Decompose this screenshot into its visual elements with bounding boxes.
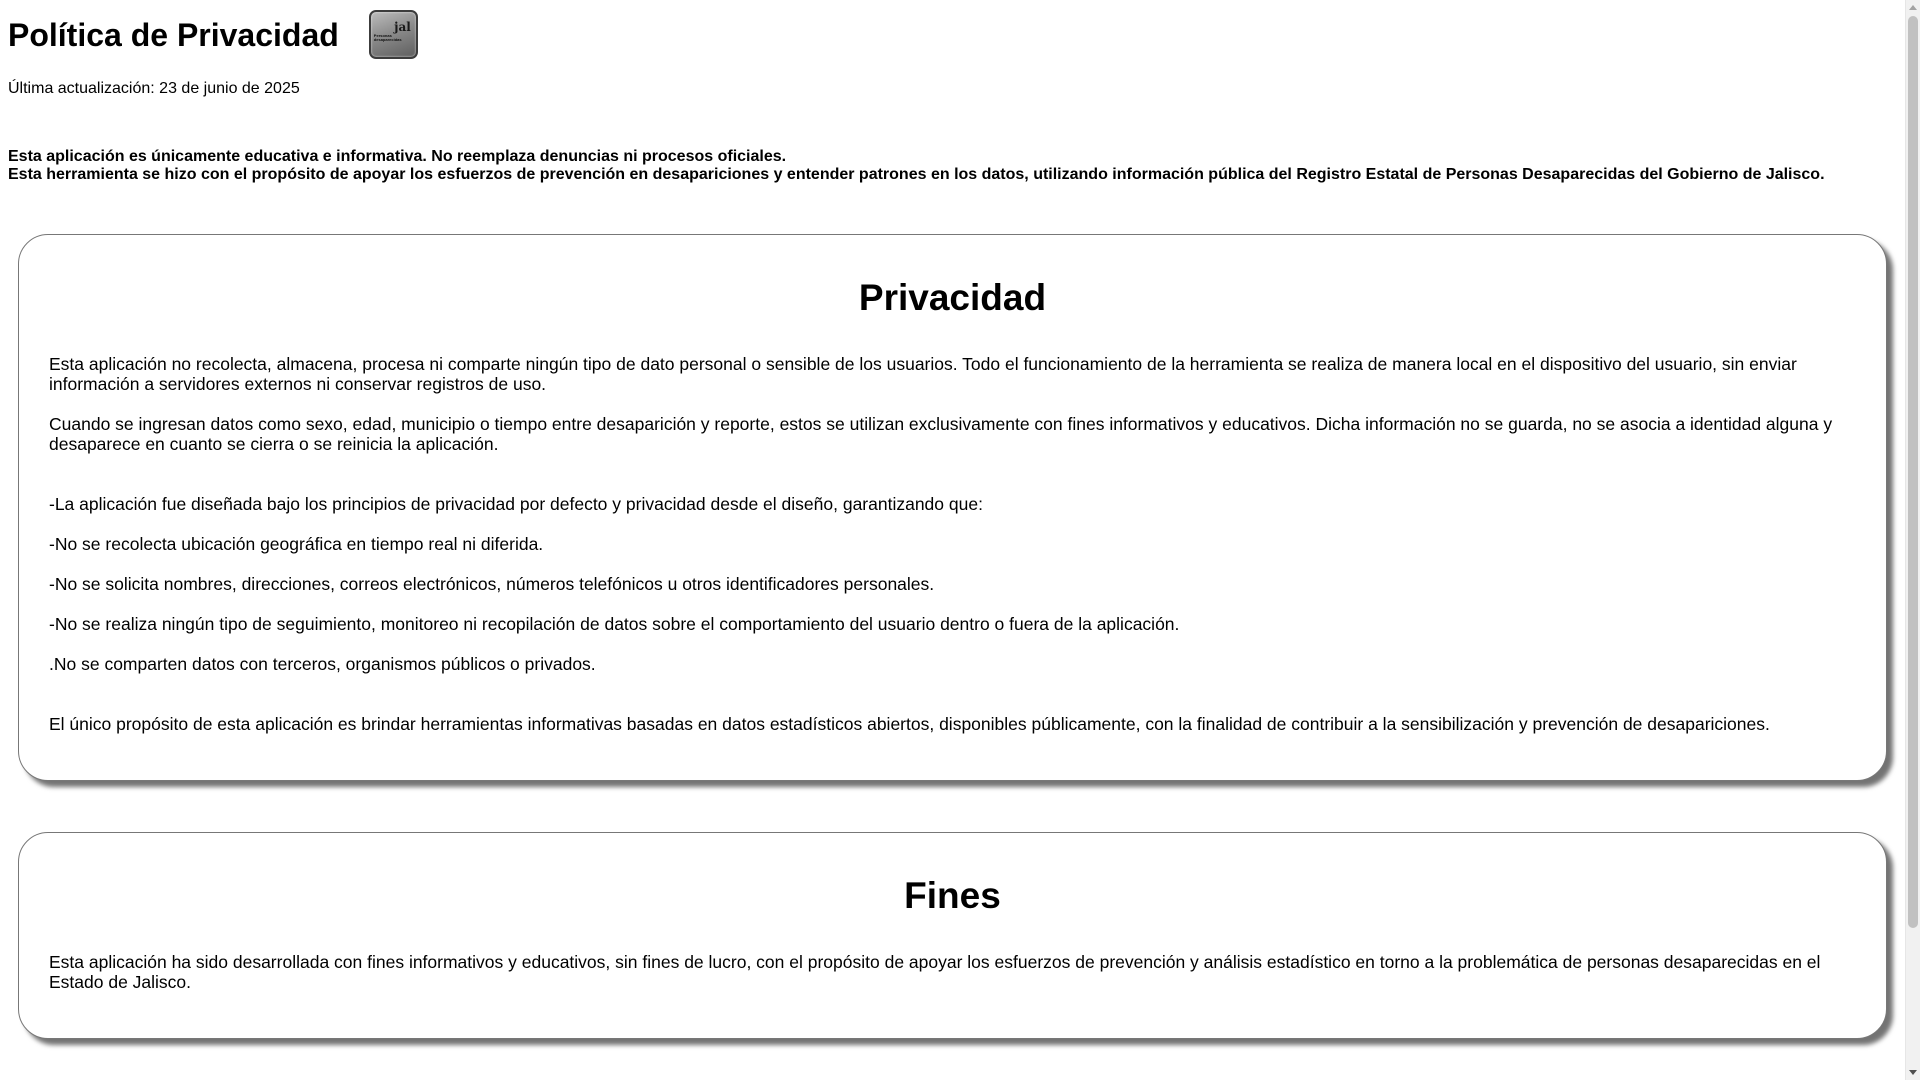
fines-paragraph: Esta aplicación ha sido desarrollada con fines informativos y educativos, sin fines de lucro, con el propósito de apoyar los esfuerzos de prevención y análisis estadístico en torno a la problemática de personas desaparecidas en el Estado de Jalisco. — [49, 952, 1821, 992]
app-logo-icon — [369, 10, 418, 59]
fines-card — [18, 832, 1887, 1039]
disclaimer-line-2: Esta herramienta se hizo con el propósito de apoyar los esfuerzos de prevención en desapariciones y entender patrones en los datos, utilizando información pública del Registro Estatal de Personas Desaparecidas del Gobierno de Jalisco. — [8, 166, 1825, 183]
scroll-up-arrow-icon[interactable] — [1909, 5, 1917, 10]
privacy-item: .No se comparten datos con terceros, organismos públicos o privados. — [49, 654, 596, 674]
disclaimer-notice — [8, 148, 1825, 184]
privacy-heading: Privacidad — [858, 277, 1047, 318]
privacy-card — [18, 234, 1887, 781]
privacy-item: -No se realiza ningún tipo de seguimiento, monitoreo ni recopilación de datos sobre el comportamiento del usuario dentro o fuera de la aplicación. — [49, 614, 1180, 634]
privacy-paragraph-1: Esta aplicación no recolecta, almacena, procesa ni comparte ningún tipo de dato personal o sensible de los usuarios. Todo el funcionamiento de la herramienta se realiza de manera local en el dispositivo del usuario, sin enviar información a servidores externos ni conservar registros de uso. — [49, 354, 1797, 394]
page-title: Política de Privacidad — [8, 16, 339, 53]
privacy-item: -No se recolecta ubicación geográfica en tiempo real ni diferida. — [49, 534, 544, 554]
last-updated: Última actualización: 23 de junio de 2025 — [8, 80, 300, 97]
page-header — [8, 10, 418, 59]
disclaimer-line-1: Esta aplicación es únicamente educativa e informativa. No reemplaza denuncias ni procesos oficiales. — [8, 148, 787, 165]
privacy-item: -La aplicación fue diseñada bajo los principios de privacidad por defecto y privacidad desde el diseño, garantizando que: — [49, 494, 983, 514]
privacy-closing: El único propósito de esta aplicación es brindar herramientas informativas basadas en datos estadísticos abiertos, disponibles públicamente, con la finalidad de contribuir a la sensibilización y prevención de desapariciones. — [49, 714, 1770, 734]
vertical-scrollbar[interactable] — [1905, 0, 1920, 1080]
privacy-item: -No se solicita nombres, direcciones, correos electrónicos, números telefónicos u otros identificadores personales. — [49, 574, 935, 594]
privacy-paragraph-2: Cuando se ingresan datos como sexo, edad, municipio o tiempo entre desaparición y reporte, estos se utilizan exclusivamente con fines informativos y educativos. Dicha información no se guarda, no se asocia a identidad alguna y desaparece en cuanto se cierra o se reinicia la aplicación. — [49, 414, 1833, 454]
logo-subtext: Personas desaparecidas — [373, 33, 402, 43]
scrollbar-thumb[interactable] — [1908, 16, 1918, 928]
fines-heading: Fines — [904, 875, 1001, 916]
scroll-down-arrow-icon[interactable] — [1909, 1070, 1917, 1075]
logo-text: jal — [394, 20, 411, 34]
